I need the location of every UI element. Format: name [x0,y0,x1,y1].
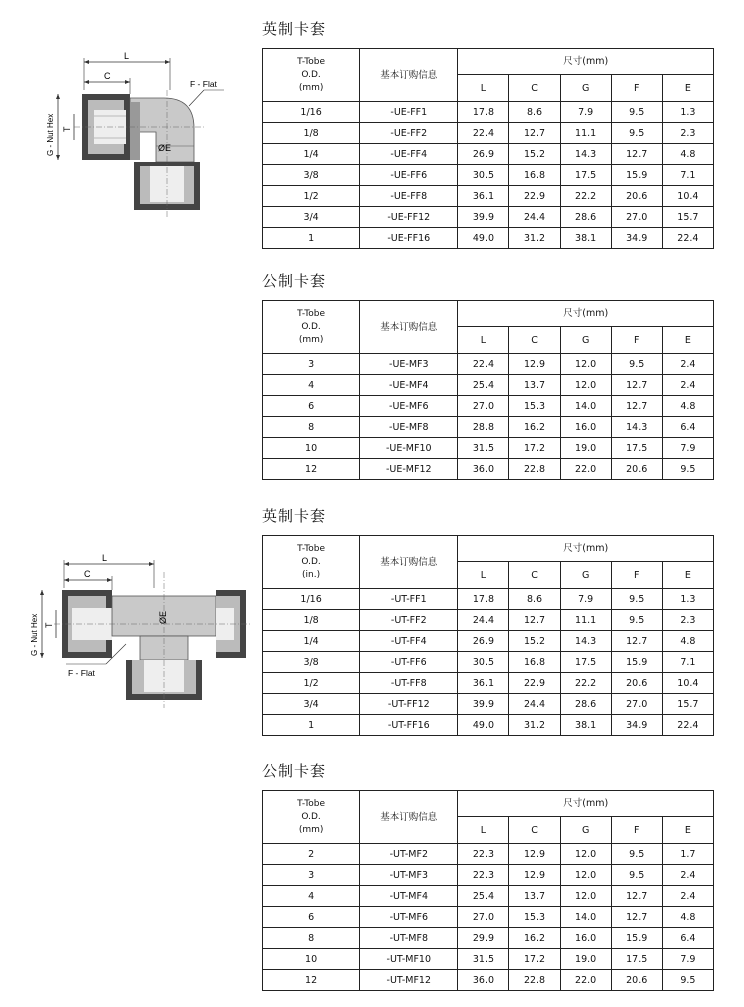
dim-cell: 15.3 [509,396,560,417]
dim-cell: 22.4 [458,354,509,375]
elbow-fitting-diagram [44,50,234,220]
dim-cell: 2.4 [662,865,713,886]
table-row [263,652,714,673]
dim-cell: 27.0 [458,907,509,928]
dim-cell: 22.4 [458,123,509,144]
od-cell: 12 [263,970,360,991]
dim-cell: 27.0 [458,396,509,417]
dim-cell: 31.5 [458,949,509,970]
dim-col-headers: L C G F E [263,562,714,589]
dim-cell: 14.0 [560,907,611,928]
od-cell: 3/8 [263,652,360,673]
dim-cell: 26.9 [458,631,509,652]
section-title: 英制卡套 [262,20,327,38]
order-code-cell: -UT-MF4 [360,886,458,907]
table-row [263,459,714,480]
dim-cell: 19.0 [560,949,611,970]
section-title: 公制卡套 [262,762,327,780]
order-code-cell: -UE-MF4 [360,375,458,396]
dim-col-headers: L C G F E [263,327,714,354]
dim-cell: 28.6 [560,694,611,715]
dim-cell: 20.6 [611,970,662,991]
section-title: 英制卡套 [262,507,327,525]
dim-cell: 9.5 [611,102,662,123]
order-code-cell: -UE-FF6 [360,165,458,186]
dim-cell: 15.7 [662,694,713,715]
dim-cell: 17.5 [560,165,611,186]
dim-cell: 22.8 [509,970,560,991]
order-code-cell: -UE-MF6 [360,396,458,417]
dim-cell: 12.7 [611,907,662,928]
od-cell: 1/8 [263,610,360,631]
dim-cell: 2.3 [662,123,713,144]
dim-cell: 1.3 [662,589,713,610]
tee-dim-l: L [102,553,108,563]
order-code-cell: -UE-FF1 [360,102,458,123]
od-cell: 1/16 [263,589,360,610]
table-row [263,438,714,459]
od-cell: 8 [263,928,360,949]
dim-cell: 39.9 [458,694,509,715]
dim-cell: 16.8 [509,165,560,186]
tee-dim-f: F - Flat [68,668,95,678]
table-row [263,928,714,949]
dim-cell: 20.6 [611,459,662,480]
dim-cell: 8.6 [509,102,560,123]
dim-cell: 12.0 [560,886,611,907]
dims-header: 尺寸(mm) [458,536,714,562]
dim-cell: 2.4 [662,886,713,907]
dim-cell: 49.0 [458,228,509,249]
dim-cell: 25.4 [458,375,509,396]
od-cell: 8 [263,417,360,438]
dim-cell: 15.9 [611,165,662,186]
dim-cell: 9.5 [611,589,662,610]
dim-cell: 14.3 [560,144,611,165]
table-row [263,970,714,991]
dims-header: 尺寸(mm) [458,49,714,75]
table-row [263,123,714,144]
dim-cell: 6.4 [662,417,713,438]
dim-cell: 15.9 [611,928,662,949]
dim-cell: 12.7 [611,144,662,165]
od-cell: 3/4 [263,207,360,228]
table-row [263,589,714,610]
dim-cell: 7.1 [662,165,713,186]
dim-cell: 36.1 [458,673,509,694]
od-cell: 12 [263,459,360,480]
dim-cell: 9.5 [611,123,662,144]
table-row [263,610,714,631]
dim-cell: 12.9 [509,844,560,865]
dim-cell: 12.7 [611,886,662,907]
tee-dim-t: T [44,622,54,628]
dim-cell: 28.8 [458,417,509,438]
dim-cell: 22.2 [560,673,611,694]
od-cell: 4 [263,375,360,396]
dim-cell: 12.7 [509,610,560,631]
dim-cell: 26.9 [458,144,509,165]
order-code-cell: -UT-FF12 [360,694,458,715]
dim-cell: 17.8 [458,102,509,123]
od-cell: 1/8 [263,123,360,144]
dim-cell: 11.1 [560,610,611,631]
dim-col-headers: L C G F E [263,75,714,102]
order-header: 基本订购信息 [360,536,458,589]
dim-cell: 22.9 [509,186,560,207]
dim-cell: 25.4 [458,886,509,907]
order-code-cell: -UT-FF8 [360,673,458,694]
elbow-dim-c: C [104,71,111,81]
dim-cell: 9.5 [611,354,662,375]
dim-cell: 7.9 [662,949,713,970]
dim-cell: 15.2 [509,631,560,652]
dims-header: 尺寸(mm) [458,301,714,327]
tee-dim-g: G - Nut Hex [30,613,39,656]
dims-header: 尺寸(mm) [458,791,714,817]
dim-cell: 30.5 [458,652,509,673]
dim-cell: 14.3 [611,417,662,438]
dim-cell: 12.0 [560,354,611,375]
dim-cell: 12.0 [560,375,611,396]
table-row [263,865,714,886]
dim-cell: 14.3 [560,631,611,652]
section-title: 公制卡套 [262,272,327,290]
dim-cell: 31.2 [509,228,560,249]
dim-cell: 49.0 [458,715,509,736]
table-row [263,417,714,438]
dim-cell: 14.0 [560,396,611,417]
dim-cell: 15.7 [662,207,713,228]
dim-cell: 10.4 [662,673,713,694]
od-cell: 2 [263,844,360,865]
dim-cell: 20.6 [611,673,662,694]
order-code-cell: -UT-MF3 [360,865,458,886]
tee-dim-e: ØE [158,610,168,624]
table-row [263,694,714,715]
dim-cell: 2.3 [662,610,713,631]
dim-cell: 17.2 [509,438,560,459]
order-code-cell: -UT-MF12 [360,970,458,991]
elbow-dim-l: L [124,51,130,61]
tee-dim-c: C [84,569,91,579]
od-header: T-Tobe O.D. (mm) [263,301,360,354]
dim-cell: 22.3 [458,865,509,886]
table-row [263,631,714,652]
dim-cell: 22.8 [509,459,560,480]
order-code-cell: -UT-FF4 [360,631,458,652]
dim-cell: 24.4 [458,610,509,631]
order-code-cell: -UT-FF2 [360,610,458,631]
dim-cell: 22.0 [560,970,611,991]
dim-cell: 38.1 [560,228,611,249]
dim-cell: 22.9 [509,673,560,694]
elbow-dim-f: F - Flat [190,79,217,89]
dim-cell: 22.2 [560,186,611,207]
elbow-dim-g: G - Nut Hex [46,113,55,156]
dim-cell: 9.5 [662,459,713,480]
od-cell: 3 [263,865,360,886]
order-header: 基本订购信息 [360,791,458,844]
dim-cell: 16.2 [509,417,560,438]
dim-cell: 12.9 [509,865,560,886]
order-code-cell: -UE-FF8 [360,186,458,207]
dim-cell: 38.1 [560,715,611,736]
dim-cell: 9.5 [611,844,662,865]
dim-cell: 4.8 [662,631,713,652]
dim-cell: 11.1 [560,123,611,144]
od-cell: 3/8 [263,165,360,186]
dim-cell: 1.7 [662,844,713,865]
dim-cell: 15.3 [509,907,560,928]
dim-cell: 17.5 [611,949,662,970]
dim-col-headers: L C G F E [263,817,714,844]
dim-cell: 27.0 [611,207,662,228]
order-code-cell: -UE-MF10 [360,438,458,459]
table-row [263,186,714,207]
dim-cell: 20.6 [611,186,662,207]
dim-cell: 22.3 [458,844,509,865]
spec-table [262,535,714,736]
dim-cell: 16.0 [560,417,611,438]
order-code-cell: -UT-FF16 [360,715,458,736]
od-cell: 1/2 [263,186,360,207]
dim-cell: 15.9 [611,652,662,673]
order-code-cell: -UE-FF2 [360,123,458,144]
dim-cell: 9.5 [611,610,662,631]
od-cell: 6 [263,396,360,417]
dim-cell: 28.6 [560,207,611,228]
order-code-cell: -UE-MF8 [360,417,458,438]
order-code-cell: -UT-FF1 [360,589,458,610]
dim-cell: 30.5 [458,165,509,186]
od-cell: 10 [263,438,360,459]
order-code-cell: -UT-MF10 [360,949,458,970]
dim-cell: 2.4 [662,375,713,396]
od-cell: 1/16 [263,102,360,123]
order-code-cell: -UE-MF3 [360,354,458,375]
od-cell: 1 [263,715,360,736]
dim-cell: 15.2 [509,144,560,165]
dim-cell: 7.1 [662,652,713,673]
table-row [263,165,714,186]
dim-cell: 7.9 [662,438,713,459]
dim-cell: 36.1 [458,186,509,207]
dim-cell: 1.3 [662,102,713,123]
tee-fitting-diagram [14,552,254,712]
order-code-cell: -UE-FF12 [360,207,458,228]
table-row [263,375,714,396]
od-header: T-Tobe O.D. (mm) [263,49,360,102]
dim-cell: 12.7 [611,396,662,417]
dim-cell: 16.2 [509,928,560,949]
dim-cell: 34.9 [611,228,662,249]
dim-cell: 12.7 [611,631,662,652]
dim-cell: 24.4 [509,207,560,228]
dim-cell: 8.6 [509,589,560,610]
od-cell: 1/2 [263,673,360,694]
table-row [263,207,714,228]
table-row [263,144,714,165]
od-cell: 1/4 [263,144,360,165]
table-row [263,844,714,865]
spec-table [262,300,714,480]
dim-cell: 24.4 [509,694,560,715]
dim-cell: 36.0 [458,459,509,480]
dim-cell: 10.4 [662,186,713,207]
order-code-cell: -UT-FF6 [360,652,458,673]
elbow-dim-e: ØE [158,143,172,153]
dim-cell: 16.0 [560,928,611,949]
spec-table [262,48,714,249]
table-row [263,907,714,928]
order-code-cell: -UE-MF12 [360,459,458,480]
dim-cell: 12.0 [560,844,611,865]
od-cell: 1/4 [263,631,360,652]
dim-cell: 6.4 [662,928,713,949]
dim-cell: 36.0 [458,970,509,991]
elbow-dim-t: T [62,126,72,132]
dim-cell: 17.8 [458,589,509,610]
dim-cell: 22.0 [560,459,611,480]
table-row [263,715,714,736]
table-row [263,228,714,249]
dim-cell: 31.5 [458,438,509,459]
order-code-cell: -UE-FF16 [360,228,458,249]
dim-cell: 7.9 [560,102,611,123]
dim-cell: 12.7 [509,123,560,144]
dim-cell: 17.5 [611,438,662,459]
table-row [263,396,714,417]
order-code-cell: -UT-MF2 [360,844,458,865]
table-row [263,673,714,694]
table-row [263,354,714,375]
table-row [263,886,714,907]
dim-cell: 34.9 [611,715,662,736]
od-cell: 6 [263,907,360,928]
od-cell: 1 [263,228,360,249]
dim-cell: 4.8 [662,396,713,417]
dim-cell: 19.0 [560,438,611,459]
dim-cell: 31.2 [509,715,560,736]
dim-cell: 13.7 [509,886,560,907]
order-code-cell: -UE-FF4 [360,144,458,165]
od-cell: 3 [263,354,360,375]
od-cell: 10 [263,949,360,970]
od-cell: 4 [263,886,360,907]
order-header: 基本订购信息 [360,49,458,102]
dim-cell: 22.4 [662,715,713,736]
order-code-cell: -UT-MF6 [360,907,458,928]
dim-cell: 4.8 [662,144,713,165]
order-code-cell: -UT-MF8 [360,928,458,949]
dim-cell: 9.5 [611,865,662,886]
dim-cell: 2.4 [662,354,713,375]
dim-cell: 16.8 [509,652,560,673]
od-header: T-Tobe O.D. (in.) [263,536,360,589]
dim-cell: 13.7 [509,375,560,396]
table-row [263,102,714,123]
dim-cell: 27.0 [611,694,662,715]
od-cell: 3/4 [263,694,360,715]
dim-cell: 7.9 [560,589,611,610]
dim-cell: 29.9 [458,928,509,949]
od-header: T-Tobe O.D. (mm) [263,791,360,844]
dim-cell: 12.7 [611,375,662,396]
dim-cell: 17.5 [560,652,611,673]
spec-table [262,790,714,991]
dim-cell: 17.2 [509,949,560,970]
dim-cell: 4.8 [662,907,713,928]
table-row [263,949,714,970]
dim-cell: 22.4 [662,228,713,249]
dim-cell: 12.9 [509,354,560,375]
order-header: 基本订购信息 [360,301,458,354]
dim-cell: 12.0 [560,865,611,886]
dim-cell: 9.5 [662,970,713,991]
dim-cell: 39.9 [458,207,509,228]
